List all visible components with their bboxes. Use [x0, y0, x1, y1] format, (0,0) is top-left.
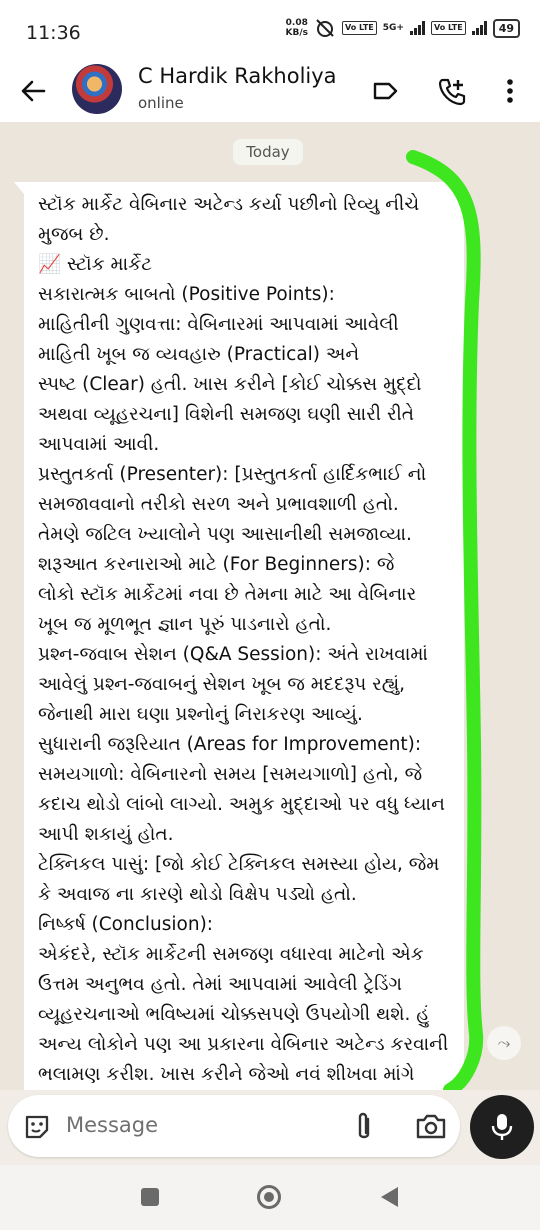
message-line: ભલામણ કરીશ. ખાસ કરીને જેઓ નવં શીખવા માંગે	[38, 1064, 415, 1085]
chat-area	[0, 122, 540, 1090]
sim1-volte-badge: Vo LTE	[342, 21, 377, 35]
message-line: સમજાવવાનો તરીકો સરળ અને પ્રભાવશાળી હતો.	[38, 494, 399, 515]
message-line: સ્ટૉક માર્કેટ વેબિનાર અટેન્ડ કર્યા પછીનો રિવ્યુ નીચે	[38, 194, 420, 215]
status-icons	[286, 18, 520, 38]
message-line: શરૂઆત કરનારાઓ માટે (For Beginners): જે	[38, 554, 395, 575]
signal-icon-2	[472, 21, 487, 35]
mic-button[interactable]	[470, 1095, 534, 1159]
home-button[interactable]	[257, 1185, 281, 1209]
more-vert-icon[interactable]	[500, 76, 520, 106]
message-line: માહિતી ખૂબ જ વ્યવહારુ (Practical) અને	[38, 344, 360, 365]
message-line: કદાચ થોડો લાંબો લાગ્યો. અમુક મુદ્દાઓ પર વધુ ધ્યાન	[38, 794, 445, 815]
message-composer[interactable]	[8, 1095, 460, 1157]
forward-icon[interactable]: ⤳	[487, 1026, 521, 1060]
message-line: જેનાથી મારા ઘણા પ્રશ્નોનું નિરાકરણ આવ્યું.	[38, 704, 363, 725]
message-line: અન્ય લોકોને પણ આ પ્રકારના વેબિનાર અટેન્ડ કરવાની	[38, 1034, 449, 1055]
status-bar	[0, 0, 540, 60]
message-line: આવેલું પ્રશ્ન-જવાબનું સેશન ખૂબ જ મદદરૂપ રહ્યું,	[38, 674, 406, 695]
paperclip-icon[interactable]	[350, 1110, 378, 1144]
message-line: નિષ્કર્ષ (Conclusion):	[38, 914, 214, 935]
network-type: 5G+	[382, 23, 404, 33]
message-input[interactable]: Message	[66, 1113, 159, 1137]
message-line: સુધારાની જરૂરિયાત (Areas for Improvement):	[38, 734, 422, 755]
message-line: ટેક્નિકલ પાસું: [જો કોઈ ટેક્નિકલ સમસ્યા હોય, જેમ	[38, 854, 440, 875]
message-line: સકારાત્મક બાબતો (Positive Points):	[38, 284, 335, 305]
date-chip: Today	[233, 139, 303, 165]
message-line: 📈 સ્ટૉક માર્કેટ	[38, 254, 152, 275]
message-line: ખૂબ જ મૂળભૂત જ્ઞાન પૂરું પાડનારો હતો.	[38, 614, 332, 635]
label-icon[interactable]	[370, 76, 400, 106]
network-speed-unit: KB/s	[285, 28, 309, 38]
message-line: માહિતીની ગુણવત્તા: વેબિનારમાં આપવામાં આવેલી	[38, 314, 399, 335]
back-nav-button[interactable]	[378, 1185, 400, 1209]
green-annotation-stroke	[0, 122, 540, 1090]
alarm-off-icon	[314, 18, 336, 38]
mic-icon	[490, 1112, 514, 1142]
message-line: પ્રસ્તુતકર્તા (Presenter): [પ્રસ્તુતકર્તા હાર્દિકભાઈ નો	[38, 464, 427, 485]
chat-header	[0, 60, 540, 122]
contact-name[interactable]: C Hardik Rakholiya	[138, 64, 337, 88]
message-line: એકંદરે, સ્ટૉક માર્કેટની સમજણ વધારવા માટેનો એક	[38, 944, 424, 965]
avatar[interactable]	[72, 64, 122, 114]
message-line: આપવામાં આવી.	[38, 434, 160, 455]
status-time: 11:36	[26, 22, 81, 44]
system-nav-bar	[0, 1165, 540, 1230]
message-line: અથવા વ્યૂહરચના] વિશેની સમજણ ઘણી સારી રીતે	[38, 404, 415, 425]
camera-icon[interactable]	[414, 1111, 448, 1141]
battery-indicator: 49	[493, 19, 520, 38]
message-line: વ્યૂહરચનાઓ ભવિષ્યમાં ચોક્કસપણે ઉપયોગી થશે. હું	[38, 1004, 430, 1025]
signal-icon-1	[410, 21, 425, 35]
network-speed-value: 0.08	[285, 18, 308, 28]
recents-button[interactable]	[141, 1188, 159, 1206]
message-line: સમયગાળો: વેબિનારનો સમય [સમયગાળો] હતો, જે	[38, 764, 423, 785]
network-speed	[286, 18, 308, 38]
message-line: આપી શકાયું હોત.	[38, 824, 174, 845]
sim2-volte-badge: Vo LTE	[431, 21, 466, 35]
message-line: સ્પષ્ટ (Clear) હતી. ખાસ કરીને [કોઈ ચોક્કસ મુદ્દો	[38, 374, 422, 395]
add-call-icon[interactable]	[436, 76, 468, 108]
message-line: પ્રશ્ન-જવાબ સેશન (Q&A Session): અંતે રાખવામાં	[38, 644, 428, 665]
message-line: ઉત્તમ અનુભવ હતો. તેમાં આપવામાં આવેલી ટ્રેડિંગ	[38, 974, 403, 995]
arrow-back-icon[interactable]	[18, 76, 48, 106]
message-line: લોકો સ્ટૉક માર્કેટમાં નવા છે તેમના માટે આ વેબિનાર	[38, 584, 417, 605]
sticker-icon[interactable]	[22, 1112, 52, 1142]
message-line: કે અવાજ ના કારણે થોડો વિક્ષેપ પડ્યો હતો.	[38, 884, 357, 905]
contact-status: online	[138, 94, 184, 112]
message-line: મુજબ છે.	[38, 224, 110, 245]
message-line: તેમણે જટિલ ખ્યાલોને પણ આસાનીથી સમજાવ્યા.	[38, 524, 412, 545]
